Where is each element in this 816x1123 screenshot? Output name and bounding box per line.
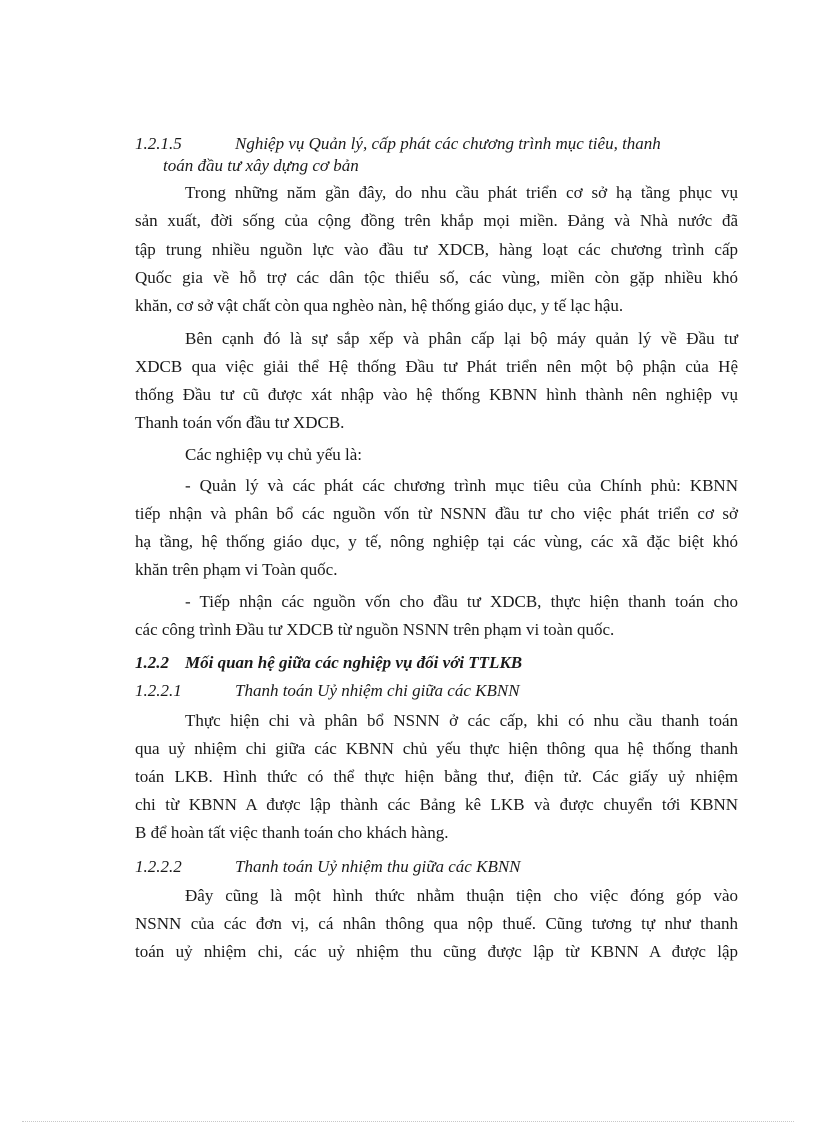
list-item-line: - Tiếp nhận các nguồn vốn cho đầu tư XDCB, thực hiện thanh toán cho — [185, 592, 738, 611]
paragraph-line: toán uỷ nhiệm chi, các uỷ nhiệm thu cũng được lập từ KBNN A được lập — [135, 942, 738, 961]
list-item-line: khăn trên phạm vi Toàn quốc. — [135, 560, 338, 579]
section-number: 1.2.2.1 — [135, 681, 182, 700]
paragraph-line: Bên cạnh đó là sự sắp xếp và phân cấp lại bộ máy quản lý về Đầu tư — [185, 329, 738, 348]
paragraph-line: tập trung nhiều nguồn lực vào đầu tư XDCB, hàng loạt các chương trình cấp — [135, 240, 738, 259]
paragraph-line: Thanh toán vốn đầu tư XDCB. — [135, 413, 345, 432]
paragraph-line: Các nghiệp vụ chủ yếu là: — [185, 445, 363, 464]
paragraph-line: khăn, cơ sở vật chất còn qua nghèo nàn, hệ thống giáo dục, y tế lạc hậu. — [135, 296, 624, 315]
list-item-line: - Quản lý và các phát các chương trình mục tiêu của Chính phủ: KBNN — [185, 476, 738, 495]
paragraph-line: chi từ KBNN A được lập thành các Bảng kê LKB và được chuyển tới KBNN — [135, 795, 738, 814]
paragraph-line: Quốc gia về hỗ trợ các dân tộc thiểu số, các vùng, miền còn gặp nhiều khó — [135, 268, 738, 287]
section-heading-1-2-2-1 — [135, 679, 738, 703]
section-title: Thanh toán Uỷ nhiệm chi giữa các KBNN — [235, 681, 520, 700]
section-number: 1.2.1.5 — [135, 134, 182, 153]
section-title: Mối quan hệ giữa các nghiệp vụ đối với TTLKB — [185, 653, 523, 672]
section-heading-1-2-2 — [135, 651, 738, 675]
list-item-line: các công trình Đầu tư XDCB từ nguồn NSNN trên phạm vi toàn quốc. — [135, 620, 615, 639]
section-title: Thanh toán Uỷ nhiệm thu giữa các KBNN — [235, 857, 521, 876]
paragraph-line: Thực hiện chi và phân bổ NSNN ở các cấp, khi có nhu cầu thanh toán — [185, 711, 738, 730]
section-number: 1.2.2 — [135, 653, 169, 672]
paragraph-line: toán LKB. Hình thức có thể thực hiện bằng thư, điện tử. Các giấy uỷ nhiệm — [135, 767, 738, 786]
section-title-continued: toán đầu tư xây dựng cơ bản — [163, 156, 359, 175]
paragraph-line: NSNN của các đơn vị, cá nhân thông qua nộp thuế. Cũng tương tự như thanh — [135, 914, 738, 933]
section-title: Nghiệp vụ Quản lý, cấp phát các chương trình mục tiêu, thanh — [235, 134, 661, 153]
paragraph-line: XDCB qua việc giải thể Hệ thống Đầu tư Phát triển nên một bộ phận của Hệ — [135, 357, 738, 376]
section-heading-1-2-1-5 — [135, 132, 738, 156]
paragraph-line: Trong những năm gần đây, do nhu cầu phát triển cơ sở hạ tầng phục vụ — [185, 183, 738, 202]
paragraph-line: thống Đầu tư cũ được xát nhập vào hệ thống KBNN hình thành nên nghiệp vụ — [135, 385, 738, 404]
section-number: 1.2.2.2 — [135, 857, 182, 876]
paragraph-line: qua uỷ nhiệm chi giữa các KBNN chủ yếu thực hiện thông qua hệ thống thanh — [135, 739, 738, 758]
section-heading-1-2-2-2 — [135, 855, 738, 879]
list-item-line: hạ tầng, hệ thống giáo dục, y tế, nông nghiệp tại các vùng, các xã đặc biệt khó — [135, 532, 738, 551]
page-bottom-border — [22, 1121, 794, 1122]
paragraph-line: Đây cũng là một hình thức nhằm thuận tiện cho việc đóng góp vào — [185, 886, 738, 905]
paragraph-line: B để hoàn tất việc thanh toán cho khách hàng. — [135, 823, 449, 842]
paragraph-line: sản xuất, đời sống của cộng đồng trên khắp mọi miền. Đảng và Nhà nước đã — [135, 211, 738, 230]
list-item-line: tiếp nhận và phân bổ các nguồn vốn từ NSNN đầu tư cho việc phát triển cơ sở — [135, 504, 738, 523]
